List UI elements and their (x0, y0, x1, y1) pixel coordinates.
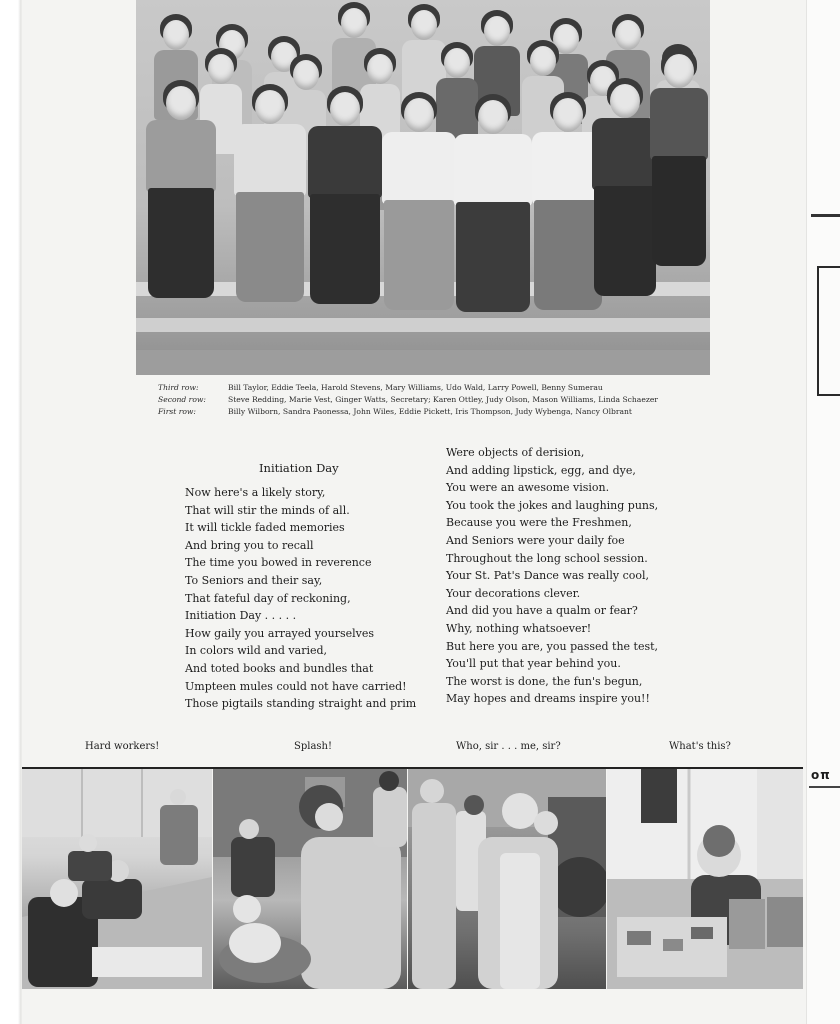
poem-line: And adding lipstick, egg, and dye, (446, 463, 636, 477)
riser-step (136, 318, 710, 332)
poem-line: It will tickle faded memories (185, 521, 345, 535)
face (553, 98, 583, 132)
poem-line: And did you have a qualm or fear? (446, 604, 638, 618)
photo-label-whats-this: What's this? (669, 741, 731, 752)
face (530, 46, 556, 76)
poem-line: The time you bowed in reverence (185, 556, 372, 570)
poem-line: May hopes and dreams inspire you!! (446, 692, 650, 706)
poem-line: You'll put that year behind you. (446, 657, 621, 671)
adjacent-text-fragment: oπ (811, 768, 831, 782)
caption-names: Steve Redding, Marie Vest, Ginger Watts, Secretary; Karen Ottley, Judy Olson, Mason Williams, Linda Schaezer (228, 395, 658, 404)
torso (382, 132, 456, 204)
caption-label: Second row: (158, 395, 206, 404)
torso (308, 126, 382, 198)
photo-label-splash: Splash! (294, 741, 333, 752)
skirt (594, 186, 656, 296)
caption-label: Third row: (158, 383, 199, 392)
poem-column-right (446, 444, 658, 708)
skirt (384, 200, 454, 310)
photo-splash-scene (213, 767, 407, 989)
floor (136, 350, 710, 375)
photo-hard-workers-scene (22, 767, 212, 989)
caption-label: First row: (158, 407, 196, 416)
poem-line: To Seniors and their say, (185, 573, 323, 587)
photo-who-sir-scene (408, 767, 606, 989)
adjacent-frame (817, 266, 840, 396)
poem-line: The worst is done, the fun's begun, (446, 674, 643, 688)
photo-hard-workers (22, 767, 212, 989)
poem-line: You took the jokes and laughing puns, (446, 498, 659, 512)
scan-edge (0, 0, 22, 1024)
photo-label-who-sir: Who, sir . . . me, sir? (456, 741, 561, 752)
face (341, 8, 367, 38)
photo-whats-this-scene (607, 767, 803, 989)
poem-column-left (185, 484, 416, 713)
poem-line: But here you are, you passed the test, (446, 639, 659, 653)
photo-splash (213, 767, 407, 989)
poem-line: And bring you to recall (185, 538, 314, 552)
skirt (310, 194, 380, 304)
torso (454, 134, 532, 206)
poem-line: Your decorations clever. (446, 586, 581, 600)
torso (592, 118, 658, 190)
photo-whats-this (607, 767, 803, 989)
face (411, 10, 437, 40)
face (208, 54, 234, 84)
skirt (652, 156, 706, 266)
poem-line: And Seniors were your daily foe (446, 533, 625, 547)
poem-line: Now here's a likely story, (185, 486, 326, 499)
poem-line: Why, nothing whatsoever! (446, 621, 592, 635)
skirt (236, 192, 304, 302)
poem-line: Initiation Day . . . . . (185, 609, 297, 623)
class-group-photo (136, 0, 710, 375)
adjacent-rule (809, 786, 840, 788)
face (484, 16, 510, 46)
face (163, 20, 189, 50)
face (255, 90, 285, 124)
face (478, 100, 508, 134)
poem-line: Because you were the Freshmen, (446, 516, 632, 530)
face (615, 20, 641, 50)
poem-title: Initiation Day (259, 461, 339, 475)
face (166, 86, 196, 120)
poem-line: Throughout the long school session. (446, 551, 648, 565)
skirt (148, 188, 214, 298)
poem-line: And toted books and bundles that (185, 661, 374, 675)
poem-line: That will stir the minds of all. (185, 503, 350, 517)
torso (146, 120, 216, 192)
poem-line: Were objects of derision, (446, 446, 585, 459)
adjacent-page-edge (806, 0, 840, 1024)
photo-who-sir (408, 767, 606, 989)
face (404, 98, 434, 132)
poem-line: Those pigtails standing straight and prim (185, 697, 417, 711)
face (367, 54, 393, 84)
poem-line: Umpteen mules could not have carried! (185, 679, 407, 693)
photo-strip-border (22, 767, 803, 769)
face (610, 84, 640, 118)
caption-names: Billy Wilborn, Sandra Paonessa, John Wiles, Eddie Pickett, Iris Thompson, Judy Wybenga, Nancy Olbrant (228, 407, 632, 416)
poem-line: In colors wild and varied, (185, 644, 328, 658)
adjacent-rule (811, 214, 840, 217)
skirt (456, 202, 530, 312)
face (664, 54, 694, 88)
poem-line: Your St. Pat's Dance was really cool, (446, 569, 650, 583)
poem-line: That fateful day of reckoning, (185, 591, 351, 605)
caption-names: Bill Taylor, Eddie Teela, Harold Stevens, Mary Williams, Udo Wald, Larry Powell, Benny Sumerau (228, 383, 603, 392)
face (330, 92, 360, 126)
poem-line: How gaily you arrayed yourselves (185, 626, 375, 640)
poem-line: You were an awesome vision. (446, 481, 610, 495)
skirt (534, 200, 602, 310)
photo-label-hard-workers: Hard workers! (85, 741, 160, 752)
face (444, 48, 470, 78)
torso (650, 88, 708, 160)
face (293, 60, 319, 90)
torso (234, 124, 306, 196)
